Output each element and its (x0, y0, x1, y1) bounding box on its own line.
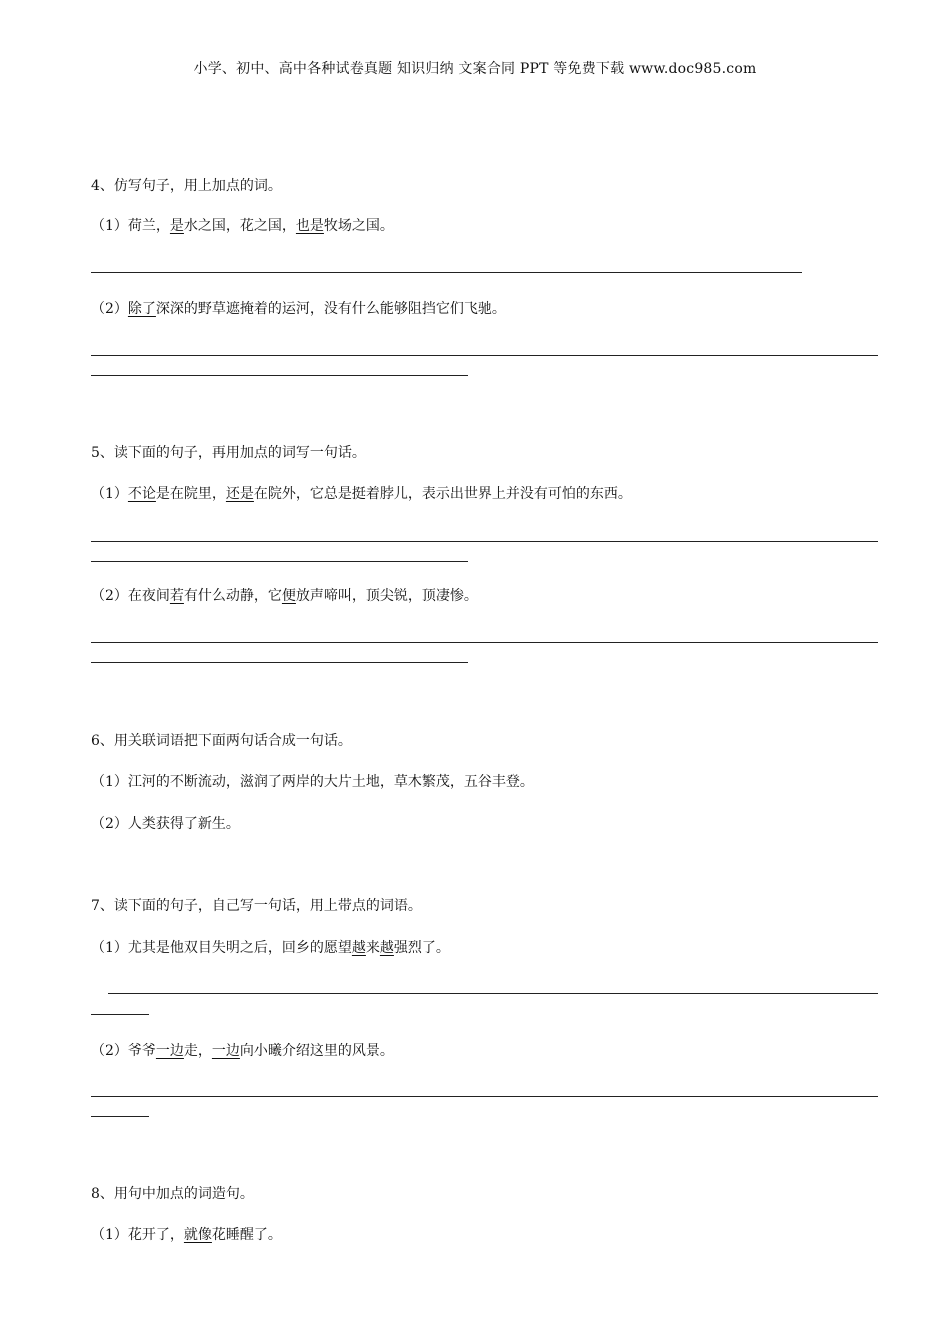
dotted-word: 不论 (127, 486, 156, 502)
dotted-word: 是 (169, 218, 184, 234)
answer-line[interactable] (91, 375, 468, 376)
dotted-word: 一边 (211, 1043, 240, 1059)
answer-line[interactable] (91, 642, 878, 643)
answer-line[interactable] (91, 1116, 149, 1117)
question-6-sentence-2: （2）人类获得了新生。 (91, 816, 240, 832)
dotted-word: 便 (281, 588, 296, 604)
answer-line[interactable] (91, 1096, 878, 1097)
question-6-title: 6、用关联词语把下面两句话合成一句话。 (91, 733, 352, 749)
dotted-word: 也是 (295, 218, 324, 234)
page-header: 小学、初中、高中各种试卷真题 知识归纳 文案合同 PPT 等免费下载 www.doc985.com (193, 61, 757, 77)
question-7-title: 7、读下面的句子，自己写一句话，用上带点的词语。 (91, 898, 422, 914)
question-8-sentence-1: （1）花开了，就像花睡醒了。 (91, 1227, 282, 1243)
question-4-title: 4、仿写句子，用上加点的词。 (91, 178, 282, 194)
answer-line[interactable] (91, 662, 468, 663)
question-7-sentence-2: （2）爷爷一边走，一边向小曦介绍这里的风景。 (91, 1043, 394, 1059)
question-7-sentence-1: （1）尤其是他双目失明之后，回乡的愿望越来越强烈了。 (91, 940, 450, 956)
dotted-word: 还是 (225, 486, 254, 502)
answer-line[interactable] (91, 272, 802, 273)
dotted-word: 就像 (183, 1227, 212, 1243)
dotted-word: 一边 (155, 1043, 184, 1059)
dotted-word: 越 (351, 940, 366, 956)
answer-line[interactable] (91, 561, 468, 562)
question-5-sentence-1: （1）不论是在院里，还是在院外，它总是挺着脖儿，表示出世界上并没有可怕的东西。 (91, 486, 632, 502)
question-5-title: 5、读下面的句子，再用加点的词写一句话。 (91, 445, 366, 461)
question-8-title: 8、用句中加点的词造句。 (91, 1186, 254, 1202)
question-4-sentence-2: （2）除了深深的野草遮掩着的运河，没有什么能够阻挡它们飞驰。 (91, 301, 506, 317)
dotted-word: 越 (379, 940, 394, 956)
dotted-word: 除了 (127, 301, 156, 317)
answer-line[interactable] (91, 541, 878, 542)
question-5-sentence-2: （2）在夜间若有什么动静，它便放声啼叫，顶尖锐，顶凄惨。 (91, 588, 478, 604)
dotted-word: 若 (169, 588, 184, 604)
question-4-sentence-1: （1）荷兰，是水之国，花之国，也是牧场之国。 (91, 218, 394, 234)
answer-line[interactable] (108, 993, 878, 994)
answer-line[interactable] (91, 1014, 149, 1015)
answer-line[interactable] (91, 355, 878, 356)
question-6-sentence-1: （1）江河的不断流动，滋润了两岸的大片土地，草木繁茂，五谷丰登。 (91, 774, 534, 790)
